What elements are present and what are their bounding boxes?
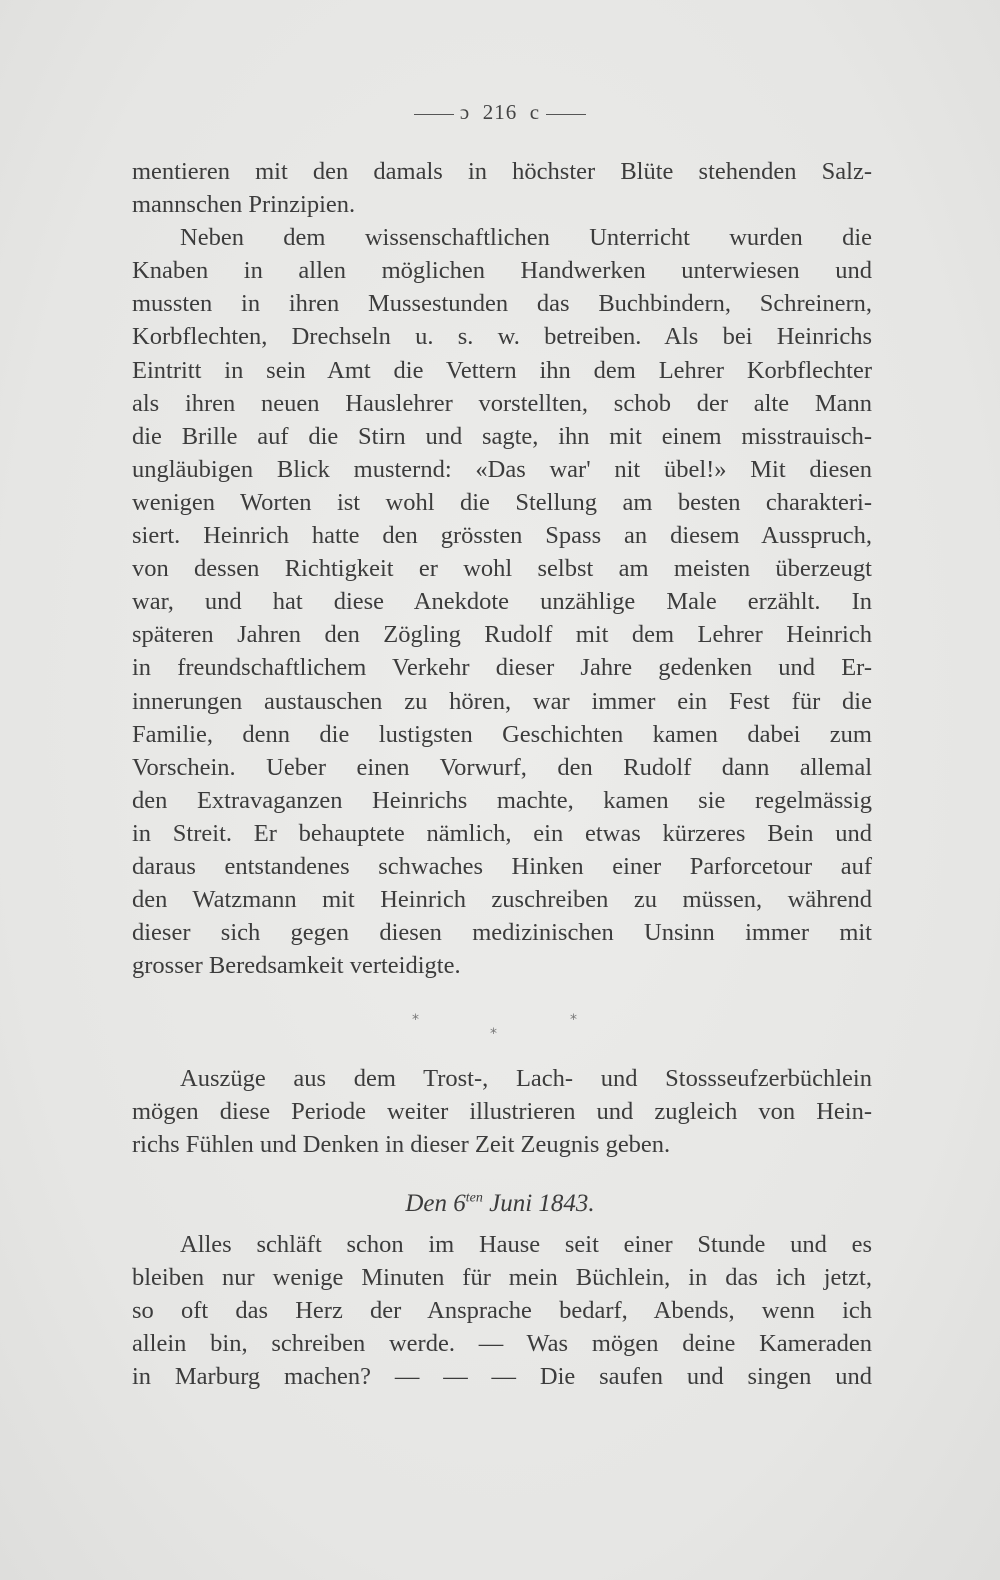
- page-header: [0, 100, 1000, 125]
- text-line: Neben dem wissenschaftlichen Unterricht wurden die: [180, 224, 872, 252]
- separator-asterisk: *: [570, 1012, 577, 1028]
- text-line: in freundschaftlichem Verkehr dieser Jahre gedenken und Er-: [132, 654, 872, 682]
- text-line: allein bin, schreiben werde. — Was mögen deine Kameraden: [132, 1330, 872, 1358]
- text-line: mussten in ihren Mussestunden das Buchbindern, Schreinern,: [132, 290, 872, 318]
- header-right-ornament: c: [529, 100, 541, 124]
- text-line: den Watzmann mit Heinrich zuschreiben zu müssen, während: [132, 886, 872, 914]
- section-separator: [0, 1012, 1000, 1052]
- text-line: Eintritt in sein Amt die Vettern ihn dem Lehrer Korbflechter: [132, 356, 872, 384]
- text-line: Vorschein. Ueber einen Vorwurf, den Rudolf dann allemal: [132, 753, 872, 781]
- page-number: 216: [482, 100, 518, 124]
- text-line: Auszüge aus dem Trost-, Lach- und Stossseufzerbüchlein: [180, 1065, 872, 1092]
- text-line: richs Fühlen und Denken in dieser Zeit Zeugnis geben.: [132, 1131, 671, 1159]
- text-line: mögen diese Periode weiter illustrieren und zugleich von Hein-: [132, 1098, 872, 1126]
- text-line: bleiben nur wenige Minuten für mein Büchlein, in das ich jetzt,: [132, 1264, 872, 1292]
- separator-asterisk: *: [490, 1026, 497, 1042]
- text-line: Alles schläft schon im Hause seit einer Stunde und es: [180, 1231, 872, 1258]
- text-line: so oft das Herz der Ansprache bedarf, Abends, wenn ich: [132, 1297, 872, 1325]
- date-prefix: Den 6: [405, 1190, 466, 1217]
- header-left-ornament: ɔ: [459, 100, 471, 124]
- text-line: die Brille auf die Stirn und sagte, ihn mit einem misstrauisch-: [132, 422, 872, 450]
- date-superscript: ten: [465, 1190, 483, 1206]
- text-line: von dessen Richtigkeit er wohl selbst am meisten überzeugt: [132, 555, 872, 583]
- text-line: grosser Beredsamkeit verteidigte.: [132, 952, 461, 980]
- intro-paragraph: [132, 1062, 872, 1161]
- separator-asterisk: *: [412, 1012, 419, 1028]
- text-line: daraus entstandenes schwaches Hinken einer Parforcetour auf: [132, 852, 872, 880]
- text-line: späteren Jahren den Zögling Rudolf mit dem Lehrer Heinrich: [132, 621, 872, 649]
- text-line: war, und hat diese Anekdote unzählige Male erzählt. In: [132, 588, 872, 616]
- text-line: als ihren neuen Hauslehrer vorstellten, schob der alte Mann: [132, 389, 872, 417]
- text-line: Knaben in allen möglichen Handwerken unterwiesen und: [132, 257, 872, 285]
- text-line: wenigen Worten ist wohl die Stellung am besten charakteri-: [132, 488, 872, 516]
- text-line: in Marburg machen? — — — Die saufen und singen und: [132, 1363, 872, 1391]
- text-line: in Streit. Er behauptete nämlich, ein etwas kürzeres Bein und: [132, 819, 872, 847]
- text-line: den Extravaganzen Heinrichs machte, kamen sie regelmässig: [132, 786, 872, 814]
- date-suffix: Juni 1843.: [482, 1190, 595, 1217]
- diary-entry: [132, 1228, 872, 1393]
- text-line: mannschen Prinzipien.: [132, 191, 356, 219]
- header-rule-left: [414, 114, 454, 115]
- text-line: dieser sich gegen diesen medizinischen Unsinn immer mit: [132, 919, 872, 947]
- text-line: Korbflechten, Drechseln u. s. w. betreiben. Als bei Heinrichs: [132, 323, 872, 351]
- text-line: mentieren mit den damals in höchster Blüte stehenden Salz-: [132, 158, 872, 185]
- header-rule-right: [546, 114, 586, 115]
- text-line: innerungen austauschen zu hören, war immer ein Fest für die: [132, 687, 872, 715]
- diary-date-heading: [0, 1190, 1000, 1218]
- main-text-block: [132, 155, 872, 982]
- text-line: Familie, denn die lustigsten Geschichten kamen dabei zum: [132, 720, 872, 748]
- text-line: ungläubigen Blick musternd: «Das war' nit übel!» Mit diesen: [132, 455, 872, 483]
- text-line: siert. Heinrich hatte den grössten Spass an diesem Ausspruch,: [132, 522, 872, 550]
